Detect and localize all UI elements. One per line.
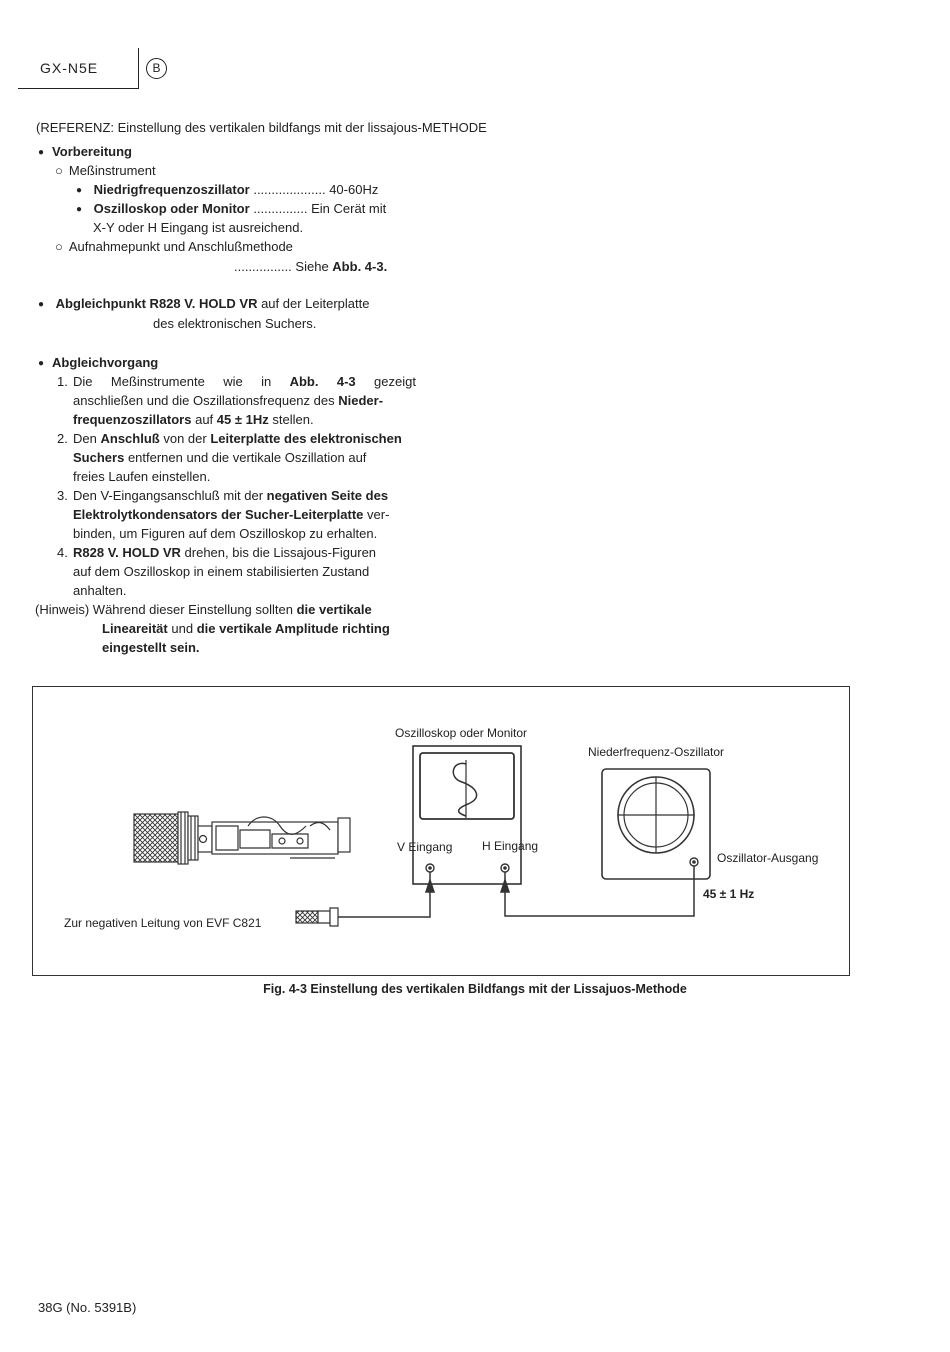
- point-heading: ○ Aufnahmepunkt und Anschlußmethode: [55, 237, 293, 256]
- oscillator-label: Niederfrequenz-Oszillator: [588, 745, 725, 759]
- lissajous-trace: [453, 763, 476, 816]
- step-3-number: 3.: [57, 488, 68, 503]
- step-4-line-1: R828 V. HOLD VR drehen, bis die Lissajous-Figuren: [73, 545, 377, 560]
- step-1-line-3: frequenzoszillators auf 45 ± 1Hz stellen.: [73, 412, 314, 427]
- note-line-1: (Hinweis) Während dieser Einstellung sollten die vertikale: [35, 602, 372, 617]
- prep-heading: ● Vorbereitung: [38, 142, 132, 163]
- step-1-line-2: anschließen und die Oszillationsfrequenz des Nieder-: [73, 393, 384, 408]
- frequency-label: 45 ± 1 Hz: [703, 887, 755, 901]
- adjust-point: ● Abgleichpunkt R828 V. HOLD VR auf der Leiterplatte: [38, 294, 369, 315]
- lf-oscillator: [602, 769, 710, 879]
- page-footer: 38G (No. 5391B): [38, 1300, 137, 1315]
- step-3-line-1: Den V-Eingangsanschluß mit der negativen Seite des: [73, 488, 389, 503]
- step-2-line-3: freies Laufen einstellen.: [73, 469, 211, 484]
- step-3-line-3: binden, um Figuren auf dem Oszilloskop zu erhalten.: [73, 526, 378, 541]
- step-4-line-3: anhalten.: [73, 583, 127, 598]
- step-2-line-2: Suchers entfernen und die vertikale Oszillation auf: [73, 450, 367, 465]
- region-badge: B: [146, 58, 167, 79]
- scope-label: Oszilloskop oder Monitor: [395, 726, 528, 740]
- scope-item: ● Oszilloskop oder Monitor ............... Ein Cerät mit: [76, 199, 416, 220]
- figure-caption: Fig. 4-3 Einstellung des vertikalen Bildfangs mit der Lissajuos-Methode: [263, 982, 687, 996]
- step-2-number: 2.: [57, 431, 68, 446]
- v-input-label: V Eingang: [397, 840, 453, 854]
- reference-line: (REFERENZ: Einstellung des vertikalen bildfangs mit der lissajous-METHODE: [36, 120, 487, 135]
- step-1-line-1: Die Meßinstrumente wie in Abb. 4-3 gezeigt: [73, 374, 416, 389]
- wiring: [338, 866, 694, 917]
- h-input-label: H Eingang: [482, 839, 539, 853]
- oscilloscope: [413, 746, 521, 884]
- procedure-heading: ● Abgleichvorgang: [38, 353, 158, 374]
- step-4-line-2: auf dem Oszilloskop in einem stabilisierten Zustand: [73, 564, 370, 579]
- point-ref: ................ Siehe Abb. 4-3.: [234, 259, 388, 274]
- osc-item: ● Niedrigfrequenzoszillator .................... 40-60Hz: [76, 180, 416, 201]
- adjust-point-cont: des elektronischen Suchers.: [153, 316, 317, 331]
- step-1-number: 1.: [57, 374, 68, 389]
- osc-output-label: Oszillator-Ausgang: [717, 851, 819, 865]
- evf-viewfinder: [134, 812, 350, 864]
- step-3-line-2: Elektrolytkondensators der Sucher-Leiterplatte ver-: [73, 507, 390, 522]
- probe-clip: [296, 908, 338, 926]
- note-line-2: Lineareität und die vertikale Amplitude richting: [102, 621, 390, 636]
- step-4-number: 4.: [57, 545, 68, 560]
- scope-item-cont: X-Y oder H Eingang ist ausreichend.: [93, 220, 304, 235]
- note-line-3: eingestellt sein.: [102, 640, 200, 655]
- instrument-heading: ○ Meßinstrument: [55, 161, 156, 180]
- step-2-line-1: Den Anschluß von der Leiterplatte des elektronischen: [73, 431, 402, 446]
- lead-label: Zur negativen Leitung von EVF C821: [64, 916, 262, 930]
- model-number: GX-N5E: [40, 60, 99, 76]
